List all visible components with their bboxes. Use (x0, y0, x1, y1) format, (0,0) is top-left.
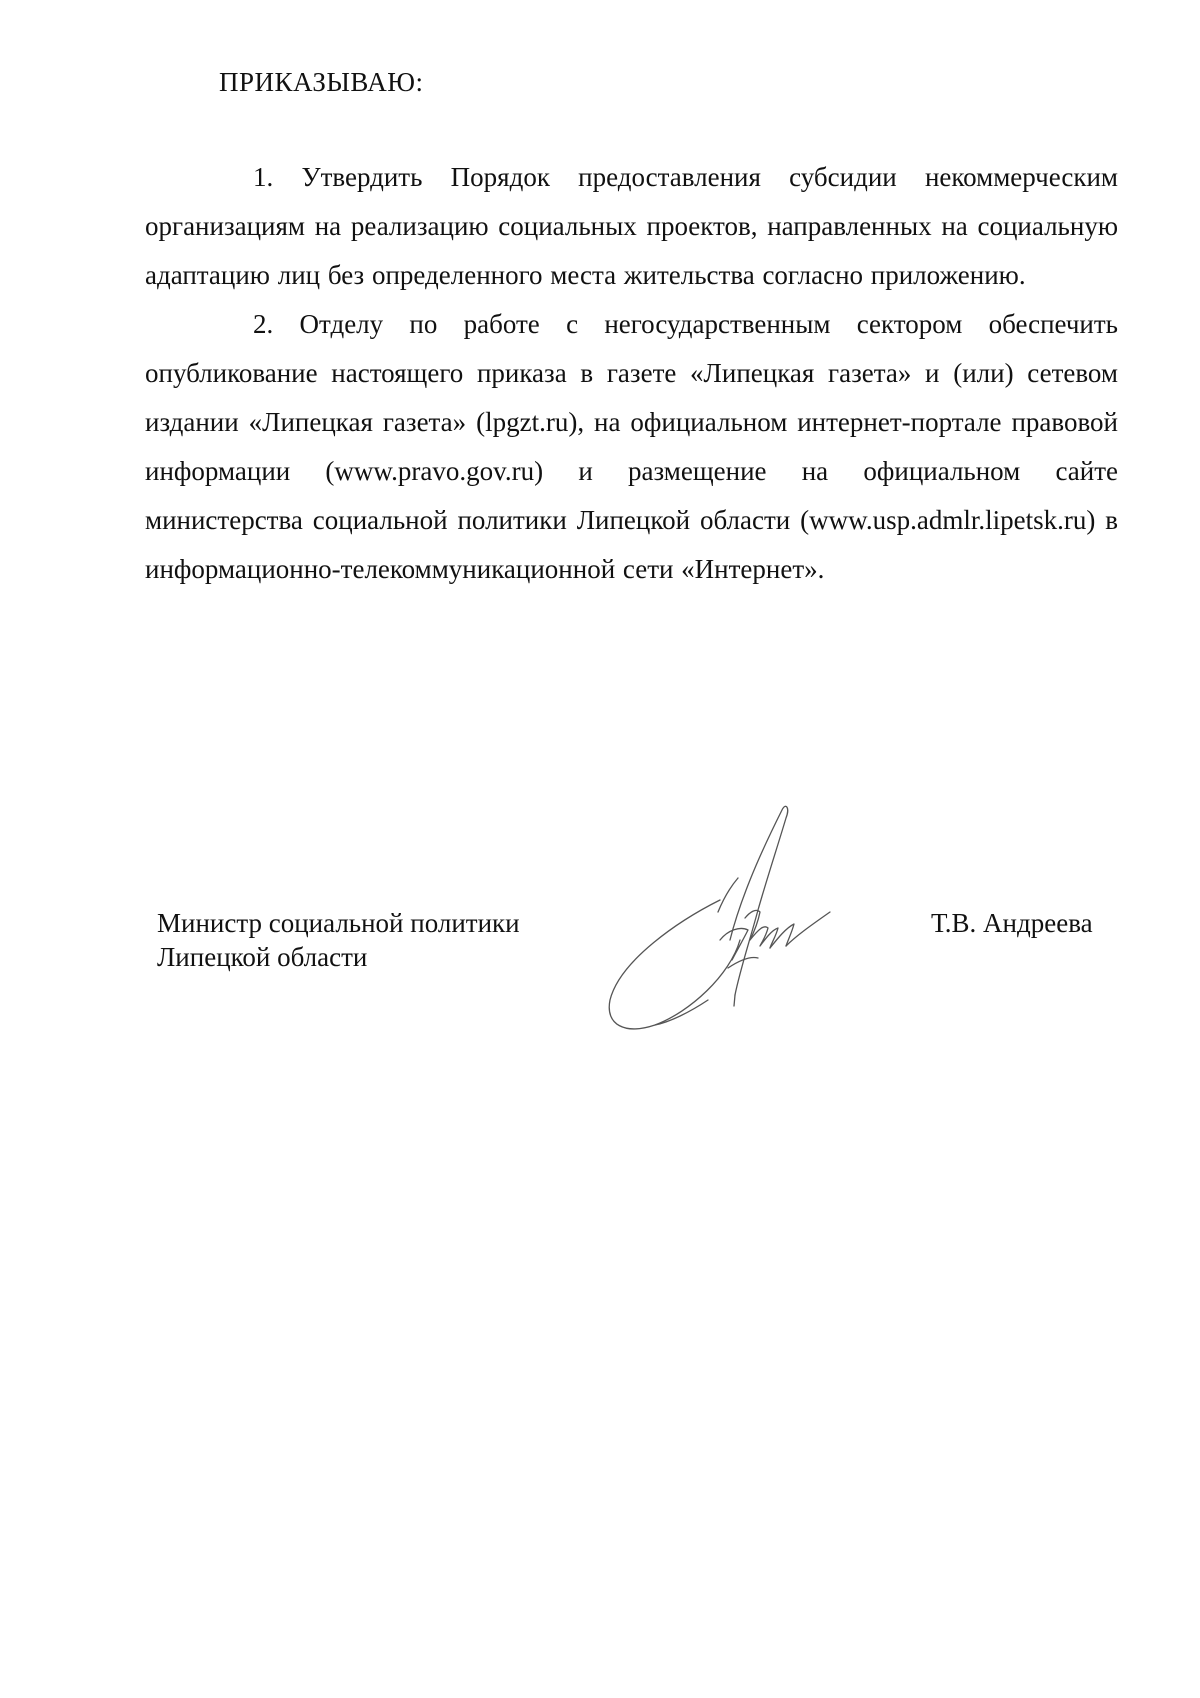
order-body (145, 153, 1118, 594)
signatory-position-line-2: Липецкой области (157, 942, 368, 972)
order-item-2: 2. Отделу по работе с негосударственным сектором обеспечить опубликование настоящего приказа в газете «Липецкая газета» и (или) сетевом издании «Липецкая газета» (lpgzt.ru), на официальном интернет-портале правовой информации (www.pravo.gov.ru) и размещение на официальном сайте министерства социальной политики Липецкой области (www.usp.admlr.lipetsk.ru) в информационно-телекоммуникационной сети «Интернет». (145, 309, 1118, 584)
handwritten-signature (600, 800, 920, 1040)
order-heading: ПРИКАЗЫВАЮ: (219, 67, 424, 97)
signatory-name: Т.В. Андреева (931, 908, 1093, 938)
signatory-position (157, 906, 520, 974)
signatory-position-line-1: Министр социальной политики (157, 908, 520, 938)
order-item-1: 1. Утвердить Порядок предоставления субсидии некоммерческим организациям на реализацию социальных проектов, направленных на социальную адаптацию лиц без определенного места жительства согласно приложению. (145, 162, 1118, 290)
